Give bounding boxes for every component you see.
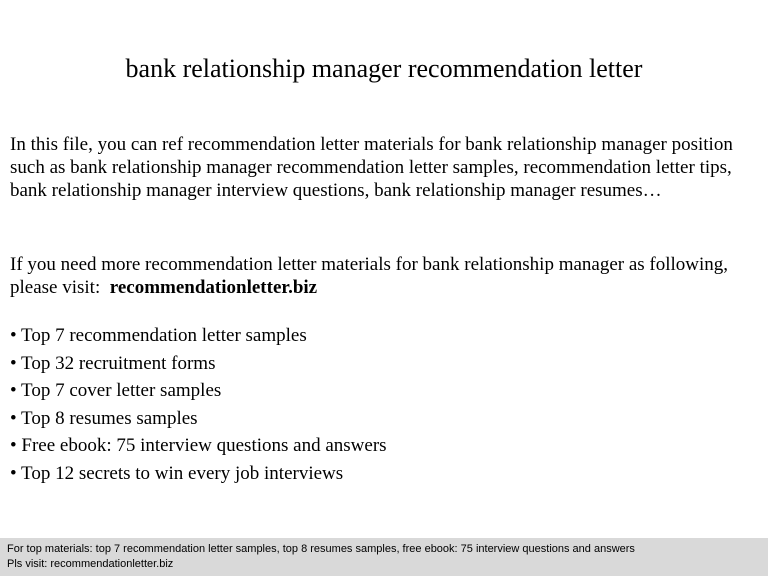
footer-line-visit: Pls visit: recommendationletter.biz: [7, 558, 174, 570]
list-item: • Top 7 cover letter samples: [10, 380, 222, 401]
list-item: • Top 32 recruitment forms: [10, 352, 216, 374]
list-item: • Free ebook: 75 interview questions and answers: [10, 435, 387, 456]
footer-bar: [0, 538, 768, 576]
page-title: bank relationship manager recommendation letter: [125, 54, 643, 83]
footer-line-materials: For top materials: top 7 recommendation letter samples, top 8 resumes samples, free ebook: 75 interview questions and answers: [7, 543, 635, 555]
list-item: • Top 8 resumes samples: [10, 407, 198, 429]
intro-paragraph: In this file, you can ref recommendation letter materials for bank relationship manager position such as bank relationship manager recommendation letter samples, recommendation letter tips, bank relationship manager interview questions, bank relationship manager resumes…: [10, 134, 733, 201]
list-item: • Top 7 recommendation letter samples: [10, 325, 307, 346]
visit-text: If you need more recommendation letter materials for bank relationship manager as following, please visit:: [10, 254, 729, 298]
visit-site-link[interactable]: recommendationletter.biz: [109, 277, 318, 298]
visit-paragraph: [10, 253, 760, 299]
list-item: • Top 12 secrets to win every job interviews: [10, 462, 344, 484]
resource-list: [10, 322, 760, 487]
